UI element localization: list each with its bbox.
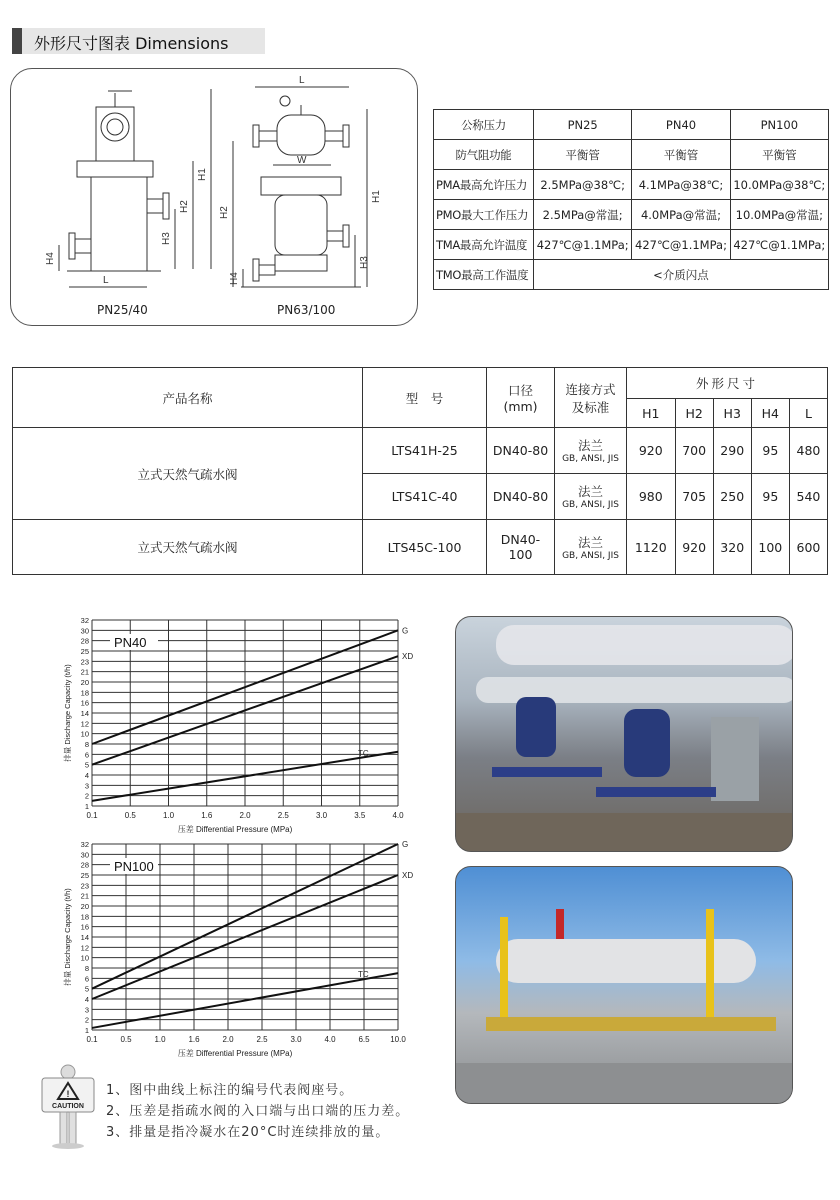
x-axis-label: 压差 Differential Pressure (MPa) — [177, 825, 293, 834]
dim-connection — [555, 428, 627, 474]
dim-header-model: 型 号 — [363, 368, 487, 428]
dim-col-header: H1 — [627, 399, 676, 428]
spec-header-cell: PN40 — [632, 110, 730, 140]
y-tick-label: 12 — [80, 719, 89, 729]
x-tick-label: 3.5 — [354, 811, 366, 820]
y-tick-label: 10 — [80, 729, 89, 739]
spec-header-row — [434, 110, 829, 140]
y-axis-label: 排量 Discharge Capacity (t/h) — [63, 664, 72, 762]
x-tick-label: 2.5 — [256, 1035, 268, 1044]
y-tick-label: 12 — [80, 943, 89, 953]
x-tick-label: 6.5 — [358, 1035, 370, 1044]
section-header — [12, 28, 265, 54]
dim-value: 540 — [789, 474, 827, 520]
drawing-caption-left: PN25/40 — [97, 303, 148, 317]
x-tick-label: 0.1 — [86, 1035, 98, 1044]
dim-product-name: 立式天然气疏水阀 — [13, 428, 363, 520]
spec-cell-tmo: <介质闪点 — [534, 260, 829, 290]
dim-header-conn-text2: 及标准 — [571, 399, 610, 415]
chart-title: PN100 — [114, 859, 154, 874]
y-tick-label: 21 — [80, 891, 89, 901]
spec-row — [434, 170, 829, 200]
spec-cell: 10.0MPa@38℃; — [730, 170, 828, 200]
spec-cell: 2.5MPa@38℃; — [534, 170, 632, 200]
dim-conn-std: GB, ANSI, JIS — [562, 500, 619, 510]
drawing-caption-right: PN63/100 — [277, 303, 336, 317]
dim-col-header: H3 — [713, 399, 751, 428]
y-tick-label: 21 — [80, 667, 89, 677]
spec-cell: 平衡管 — [534, 140, 632, 170]
pressure-spec-table — [433, 109, 829, 290]
dim-header-caliber-text: 口径 — [507, 383, 533, 398]
dim-col-header: L — [789, 399, 827, 428]
x-tick-label: 4.0 — [324, 1035, 336, 1044]
y-tick-label: 20 — [80, 678, 89, 687]
y-tick-label: 23 — [80, 657, 89, 667]
x-tick-label: 1.0 — [154, 1035, 166, 1044]
dim-product-name: 立式天然气疏水阀 — [13, 520, 363, 575]
dim-label-h2-left: H2 — [179, 200, 190, 213]
spec-cell: 平衡管 — [632, 140, 730, 170]
y-tick-label: 32 — [80, 616, 89, 625]
spec-header-cell: PN25 — [534, 110, 632, 140]
dim-header-caliber — [487, 368, 555, 428]
y-axis-label: 排量 Discharge Capacity (t/h) — [63, 888, 72, 986]
dim-header-dims: 外形尺寸 — [627, 368, 828, 399]
caution-person-icon — [42, 1065, 94, 1149]
y-tick-label: 8 — [84, 740, 89, 749]
x-tick-label: 0.1 — [86, 811, 98, 820]
svg-text:!: ! — [66, 1089, 70, 1099]
y-tick-label: 2 — [84, 791, 89, 801]
dim-value: 95 — [751, 428, 789, 474]
dim-label-h3-right: H3 — [359, 256, 370, 269]
dim-value: 480 — [789, 428, 827, 474]
installation-photo-1 — [455, 616, 793, 852]
notes-list — [106, 1080, 409, 1143]
note-item: 1、图中曲线上标注的编号代表阀座号。 — [106, 1083, 354, 1098]
dim-value: 95 — [751, 474, 789, 520]
dim-value: 100 — [751, 520, 789, 575]
y-tick-label: 18 — [80, 688, 89, 698]
header-accent-bar — [12, 28, 22, 54]
y-tick-label: 14 — [80, 709, 89, 718]
x-tick-label: 2.5 — [277, 811, 289, 820]
spec-cell: 2.5MPa@常温; — [534, 200, 632, 230]
drawing-svg — [11, 69, 419, 327]
dim-label-h1-right: H1 — [371, 190, 382, 203]
y-tick-label: 2 — [84, 1015, 89, 1025]
dimension-drawing — [10, 68, 418, 326]
dim-value: 920 — [627, 428, 676, 474]
dim-caliber: DN40-80 — [487, 474, 555, 520]
x-tick-label: 0.5 — [120, 1035, 132, 1044]
y-tick-label: 1 — [84, 1026, 89, 1035]
y-tick-label: 30 — [80, 626, 89, 636]
x-tick-label: 1.0 — [162, 811, 175, 820]
dim-value: 600 — [789, 520, 827, 575]
dim-col-header: H2 — [675, 399, 713, 428]
y-tick-label: 25 — [80, 647, 89, 656]
dim-caliber: DN40-80 — [487, 428, 555, 474]
section-title: 外形尺寸图表 Dimensions — [34, 34, 229, 53]
y-tick-label: 6 — [84, 974, 89, 984]
series-label: XD — [402, 652, 414, 662]
caution-figure — [36, 1064, 100, 1150]
dim-caliber: DN40-100 — [487, 520, 555, 575]
capacity-chart-pn40 — [60, 612, 420, 840]
y-tick-label: 6 — [84, 750, 89, 760]
spec-cell: 4.0MPa@常温; — [632, 200, 730, 230]
dim-conn-type: 法兰 — [577, 438, 603, 453]
x-tick-label: 2.0 — [239, 811, 251, 820]
dim-model: LTS45C-100 — [363, 520, 487, 575]
y-tick-label: 1 — [84, 802, 89, 811]
dim-label-h1-left: H1 — [197, 168, 208, 181]
dim-value: 320 — [713, 520, 751, 575]
dim-value: 700 — [675, 428, 713, 474]
dim-row — [13, 428, 828, 474]
x-tick-label: 3.0 — [315, 811, 328, 820]
x-tick-label: 1.6 — [188, 1035, 200, 1044]
dim-conn-type: 法兰 — [577, 534, 603, 550]
x-tick-label: 2.0 — [222, 1035, 234, 1044]
y-tick-label: 4 — [84, 995, 89, 1004]
spec-row-label: PMA最高允许压力 — [434, 170, 534, 200]
spec-row — [434, 200, 829, 230]
dim-connection — [555, 520, 627, 575]
dim-header-caliber-unit: (mm) — [503, 399, 538, 414]
caution-sign-text: CAUTION — [52, 1103, 84, 1110]
x-tick-label: 1.6 — [201, 811, 213, 820]
series-label: TC — [358, 748, 369, 758]
dim-col-header: H4 — [751, 399, 789, 428]
x-tick-label: 4.0 — [392, 811, 404, 820]
y-tick-label: 16 — [80, 698, 89, 708]
y-tick-label: 23 — [80, 881, 89, 891]
y-tick-label: 3 — [84, 1005, 89, 1015]
capacity-chart-pn100 — [60, 836, 420, 1064]
y-tick-label: 3 — [84, 781, 89, 791]
dim-label-h3-left: H3 — [161, 232, 172, 245]
y-tick-label: 28 — [80, 860, 89, 870]
y-tick-label: 5 — [84, 760, 89, 770]
dim-label-h2-right: H2 — [219, 206, 230, 219]
dim-conn-std: GB, ANSI, JIS — [562, 454, 619, 464]
x-tick-label: 10.0 — [390, 1035, 406, 1044]
dim-model: LTS41C-40 — [363, 474, 487, 520]
spec-header-cell: PN100 — [730, 110, 828, 140]
y-tick-label: 5 — [84, 984, 89, 994]
y-tick-label: 30 — [80, 850, 89, 860]
y-tick-label: 18 — [80, 912, 89, 922]
x-axis-label: 压差 Differential Pressure (MPa) — [177, 1049, 293, 1058]
y-tick-label: 14 — [80, 933, 89, 942]
dim-conn-type: 法兰 — [577, 484, 603, 499]
dim-value: 290 — [713, 428, 751, 474]
series-label: XD — [402, 871, 414, 880]
y-tick-label: 16 — [80, 922, 89, 932]
spec-cell: 10.0MPa@常温; — [730, 200, 828, 230]
chart-title: PN40 — [114, 635, 147, 650]
dim-label-l-left: L — [103, 275, 109, 286]
y-tick-label: 10 — [80, 953, 89, 963]
x-tick-label: 3.0 — [290, 1035, 302, 1044]
spec-row-label: TMO最高工作温度 — [434, 260, 534, 290]
spec-cell: 平衡管 — [730, 140, 828, 170]
spec-row-label: 防气阻功能 — [434, 140, 534, 170]
dim-value: 1120 — [627, 520, 676, 575]
spec-row-label: TMA最高允许温度 — [434, 230, 534, 260]
dimension-table — [12, 367, 828, 575]
y-tick-label: 20 — [80, 902, 89, 911]
dim-conn-std: GB, ANSI, JIS — [562, 550, 619, 561]
spec-cell: 427℃@1.1MPa; — [534, 230, 632, 260]
dim-row — [13, 520, 828, 575]
dim-connection — [555, 474, 627, 520]
spec-row — [434, 260, 829, 290]
spec-cell: 427℃@1.1MPa; — [632, 230, 730, 260]
note-item: 3、排量是指冷凝水在20°C时连续排放的量。 — [106, 1125, 390, 1140]
y-tick-label: 8 — [84, 964, 89, 973]
spec-cell: 427℃@1.1MPa; — [730, 230, 828, 260]
x-tick-label: 0.5 — [124, 811, 136, 820]
spec-header-cell: 公称压力 — [434, 110, 534, 140]
spec-row — [434, 230, 829, 260]
photo-1-illustration — [456, 617, 793, 852]
photo-2-illustration — [456, 867, 793, 1104]
dim-label-h4-left: H4 — [45, 252, 56, 265]
series-label: TC — [358, 970, 369, 980]
dim-value: 920 — [675, 520, 713, 575]
dim-value: 705 — [675, 474, 713, 520]
dim-label-l-right: L — [299, 75, 305, 86]
dim-header-name: 产品名称 — [13, 368, 363, 428]
y-tick-label: 28 — [80, 636, 89, 646]
y-tick-label: 4 — [84, 771, 89, 780]
dim-header-connection — [555, 368, 627, 428]
installation-photo-2 — [455, 866, 793, 1104]
dim-label-w: W — [297, 155, 307, 166]
spec-cell: 4.1MPa@38℃; — [632, 170, 730, 200]
series-label: G — [402, 626, 409, 636]
series-label: G — [402, 840, 409, 849]
spec-row-label: PMO最大工作压力 — [434, 200, 534, 230]
dim-header-row — [13, 368, 828, 399]
dim-model: LTS41H-25 — [363, 428, 487, 474]
spec-row — [434, 140, 829, 170]
dim-value: 250 — [713, 474, 751, 520]
y-tick-label: 32 — [80, 840, 89, 849]
dim-label-h4-right: H4 — [229, 272, 240, 285]
note-item: 2、压差是指疏水阀的入口端与出口端的压力差。 — [106, 1104, 410, 1119]
y-tick-label: 25 — [80, 871, 89, 880]
dim-header-conn-text: 连接方式 — [565, 381, 616, 397]
dim-value: 980 — [627, 474, 676, 520]
